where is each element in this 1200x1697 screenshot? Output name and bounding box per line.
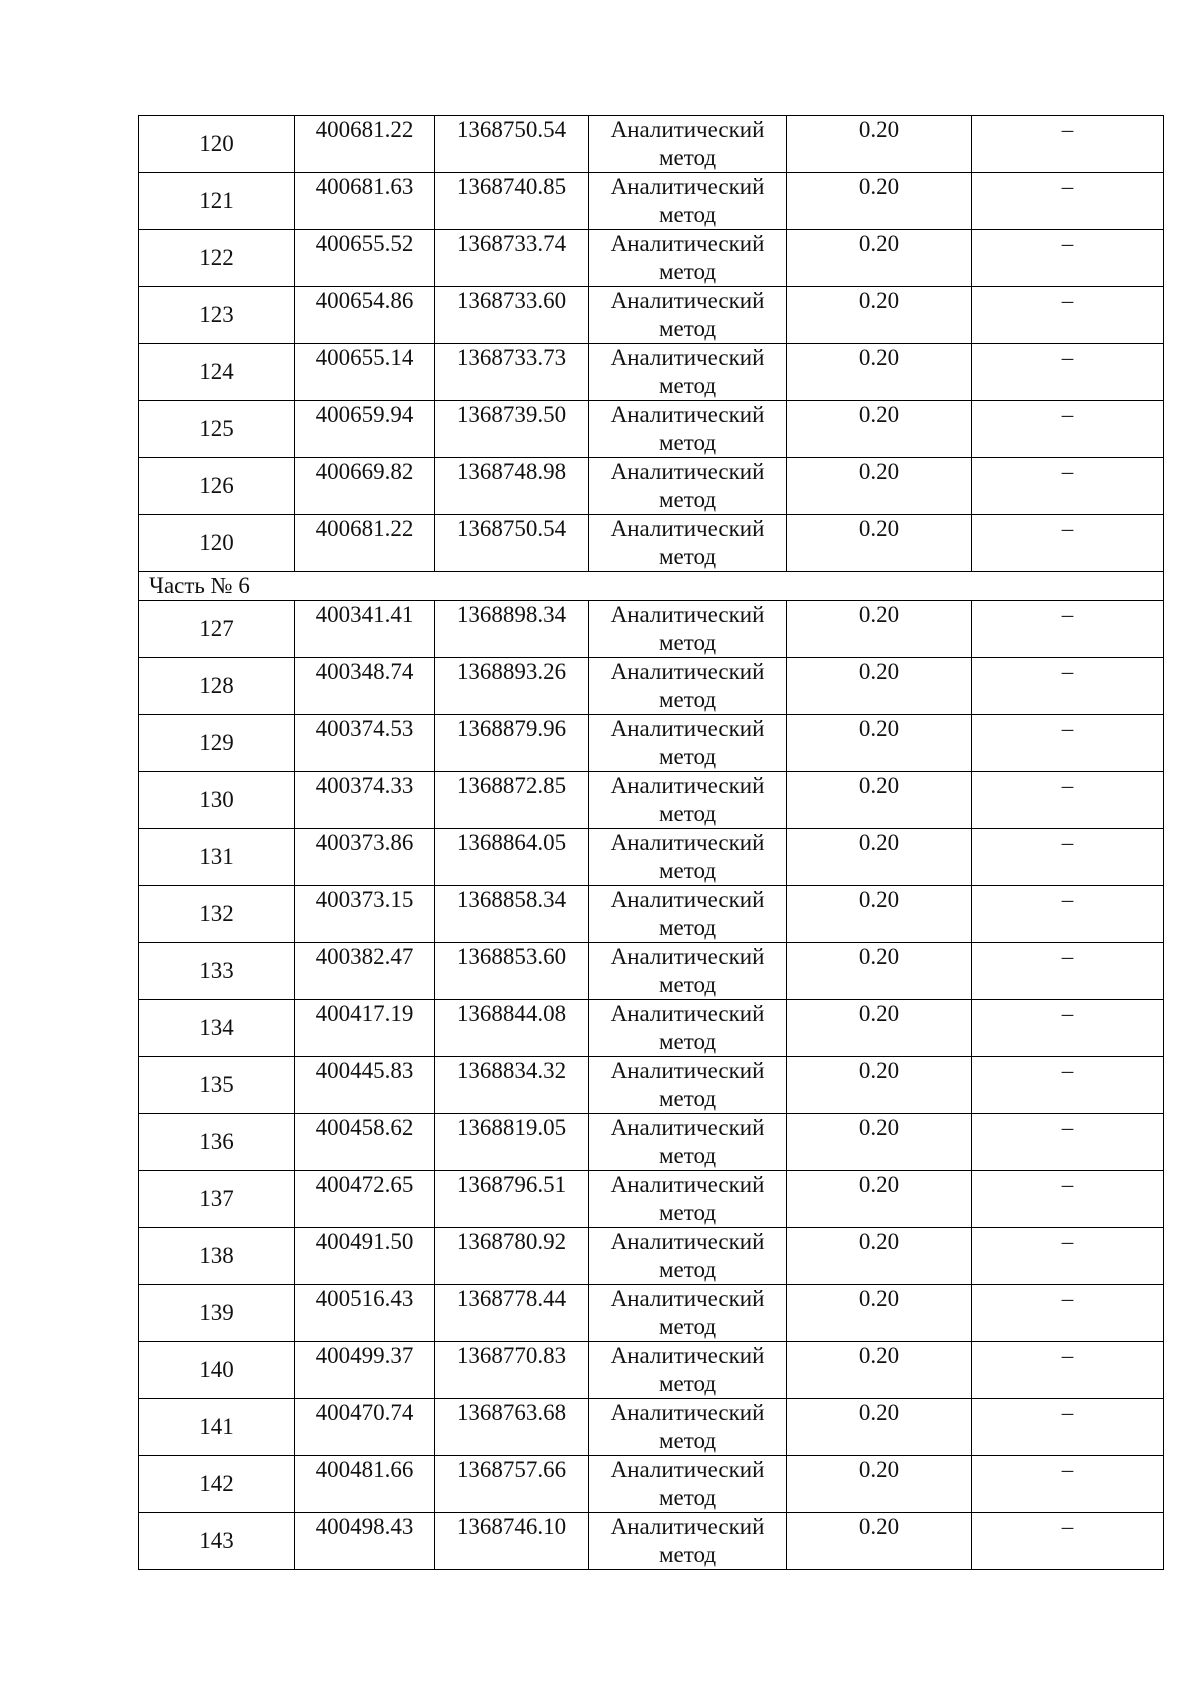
point-number-cell: 136 (139, 1114, 295, 1171)
coordinate-x-cell: 400659.94 (295, 401, 435, 458)
coordinate-x-cell: 400348.74 (295, 658, 435, 715)
table-row (139, 772, 1164, 829)
method-cell: Аналитический метод (589, 772, 787, 829)
point-number-cell: 140 (139, 1342, 295, 1399)
coordinate-y-cell: 1368778.44 (435, 1285, 589, 1342)
table-row (139, 1513, 1164, 1570)
coordinate-x-cell: 400491.50 (295, 1228, 435, 1285)
point-number-cell: 127 (139, 601, 295, 658)
method-cell: Аналитический метод (589, 401, 787, 458)
coordinates-table-body (139, 116, 1164, 1570)
accuracy-cell: 0.20 (787, 601, 972, 658)
method-cell: Аналитический метод (589, 829, 787, 886)
coordinate-y-cell: 1368750.54 (435, 116, 589, 173)
table-row (139, 715, 1164, 772)
point-number-cell: 138 (139, 1228, 295, 1285)
note-cell: – (972, 1399, 1164, 1456)
coordinate-y-cell: 1368746.10 (435, 1513, 589, 1570)
point-number-cell: 124 (139, 344, 295, 401)
note-cell: – (972, 829, 1164, 886)
table-row (139, 344, 1164, 401)
coordinate-y-cell: 1368853.60 (435, 943, 589, 1000)
accuracy-cell: 0.20 (787, 1513, 972, 1570)
accuracy-cell: 0.20 (787, 1000, 972, 1057)
accuracy-cell: 0.20 (787, 943, 972, 1000)
note-cell: – (972, 1513, 1164, 1570)
table-row (139, 1456, 1164, 1513)
coordinate-y-cell: 1368834.32 (435, 1057, 589, 1114)
method-cell: Аналитический метод (589, 1513, 787, 1570)
table-row (139, 1000, 1164, 1057)
point-number-cell: 130 (139, 772, 295, 829)
coordinate-x-cell: 400681.22 (295, 116, 435, 173)
point-number-cell: 121 (139, 173, 295, 230)
table-row (139, 230, 1164, 287)
coordinate-x-cell: 400373.15 (295, 886, 435, 943)
coordinate-x-cell: 400472.65 (295, 1171, 435, 1228)
point-number-cell: 129 (139, 715, 295, 772)
note-cell: – (972, 1114, 1164, 1171)
coordinate-x-cell: 400374.53 (295, 715, 435, 772)
point-number-cell: 125 (139, 401, 295, 458)
note-cell: – (972, 943, 1164, 1000)
point-number-cell: 132 (139, 886, 295, 943)
method-cell: Аналитический метод (589, 230, 787, 287)
coordinate-x-cell: 400669.82 (295, 458, 435, 515)
table-row (139, 1171, 1164, 1228)
method-cell: Аналитический метод (589, 601, 787, 658)
coordinate-x-cell: 400445.83 (295, 1057, 435, 1114)
method-cell: Аналитический метод (589, 1285, 787, 1342)
part-header-row (139, 572, 1164, 601)
coordinate-x-cell: 400681.63 (295, 173, 435, 230)
method-cell: Аналитический метод (589, 515, 787, 572)
method-cell: Аналитический метод (589, 116, 787, 173)
coordinate-x-cell: 400382.47 (295, 943, 435, 1000)
method-cell: Аналитический метод (589, 458, 787, 515)
note-cell: – (972, 116, 1164, 173)
point-number-cell: 143 (139, 1513, 295, 1570)
note-cell: – (972, 1342, 1164, 1399)
note-cell: – (972, 287, 1164, 344)
table-row (139, 515, 1164, 572)
coordinate-y-cell: 1368750.54 (435, 515, 589, 572)
method-cell: Аналитический метод (589, 1171, 787, 1228)
method-cell: Аналитический метод (589, 1114, 787, 1171)
method-cell: Аналитический метод (589, 1228, 787, 1285)
coordinate-x-cell: 400516.43 (295, 1285, 435, 1342)
table-row (139, 886, 1164, 943)
method-cell: Аналитический метод (589, 943, 787, 1000)
point-number-cell: 122 (139, 230, 295, 287)
coordinate-y-cell: 1368872.85 (435, 772, 589, 829)
note-cell: – (972, 601, 1164, 658)
accuracy-cell: 0.20 (787, 1399, 972, 1456)
table-row (139, 1114, 1164, 1171)
coordinate-x-cell: 400498.43 (295, 1513, 435, 1570)
point-number-cell: 137 (139, 1171, 295, 1228)
coordinate-y-cell: 1368733.74 (435, 230, 589, 287)
point-number-cell: 131 (139, 829, 295, 886)
coordinate-x-cell: 400655.52 (295, 230, 435, 287)
point-number-cell: 123 (139, 287, 295, 344)
method-cell: Аналитический метод (589, 1456, 787, 1513)
note-cell: – (972, 658, 1164, 715)
point-number-cell: 135 (139, 1057, 295, 1114)
accuracy-cell: 0.20 (787, 173, 972, 230)
coordinates-table (138, 115, 1164, 1570)
coordinate-y-cell: 1368748.98 (435, 458, 589, 515)
table-row (139, 1057, 1164, 1114)
coordinate-y-cell: 1368733.73 (435, 344, 589, 401)
method-cell: Аналитический метод (589, 1000, 787, 1057)
accuracy-cell: 0.20 (787, 1285, 972, 1342)
note-cell: – (972, 515, 1164, 572)
accuracy-cell: 0.20 (787, 458, 972, 515)
note-cell: – (972, 344, 1164, 401)
coordinate-x-cell: 400681.22 (295, 515, 435, 572)
accuracy-cell: 0.20 (787, 230, 972, 287)
method-cell: Аналитический метод (589, 1057, 787, 1114)
note-cell: – (972, 886, 1164, 943)
coordinate-y-cell: 1368858.34 (435, 886, 589, 943)
method-cell: Аналитический метод (589, 658, 787, 715)
point-number-cell: 120 (139, 116, 295, 173)
accuracy-cell: 0.20 (787, 1114, 972, 1171)
point-number-cell: 139 (139, 1285, 295, 1342)
point-number-cell: 141 (139, 1399, 295, 1456)
coordinate-x-cell: 400499.37 (295, 1342, 435, 1399)
coordinate-y-cell: 1368770.83 (435, 1342, 589, 1399)
point-number-cell: 126 (139, 458, 295, 515)
note-cell: – (972, 458, 1164, 515)
coordinate-x-cell: 400481.66 (295, 1456, 435, 1513)
coordinate-y-cell: 1368780.92 (435, 1228, 589, 1285)
table-row (139, 458, 1164, 515)
accuracy-cell: 0.20 (787, 344, 972, 401)
coordinate-x-cell: 400655.14 (295, 344, 435, 401)
accuracy-cell: 0.20 (787, 401, 972, 458)
note-cell: – (972, 230, 1164, 287)
table-row (139, 1399, 1164, 1456)
accuracy-cell: 0.20 (787, 515, 972, 572)
coordinate-x-cell: 400373.86 (295, 829, 435, 886)
method-cell: Аналитический метод (589, 886, 787, 943)
coordinate-x-cell: 400417.19 (295, 1000, 435, 1057)
coordinate-x-cell: 400458.62 (295, 1114, 435, 1171)
coordinate-y-cell: 1368796.51 (435, 1171, 589, 1228)
method-cell: Аналитический метод (589, 287, 787, 344)
method-cell: Аналитический метод (589, 173, 787, 230)
point-number-cell: 134 (139, 1000, 295, 1057)
part-label: Часть № 6 (139, 572, 1164, 601)
accuracy-cell: 0.20 (787, 886, 972, 943)
point-number-cell: 133 (139, 943, 295, 1000)
table-row (139, 1285, 1164, 1342)
point-number-cell: 120 (139, 515, 295, 572)
accuracy-cell: 0.20 (787, 715, 972, 772)
table-row (139, 658, 1164, 715)
coordinate-y-cell: 1368893.26 (435, 658, 589, 715)
table-row (139, 173, 1164, 230)
coordinate-y-cell: 1368879.96 (435, 715, 589, 772)
note-cell: – (972, 1456, 1164, 1513)
accuracy-cell: 0.20 (787, 1228, 972, 1285)
table-row (139, 829, 1164, 886)
note-cell: – (972, 1000, 1164, 1057)
table-row (139, 601, 1164, 658)
method-cell: Аналитический метод (589, 1399, 787, 1456)
coordinate-y-cell: 1368757.66 (435, 1456, 589, 1513)
accuracy-cell: 0.20 (787, 1171, 972, 1228)
method-cell: Аналитический метод (589, 715, 787, 772)
accuracy-cell: 0.20 (787, 287, 972, 344)
accuracy-cell: 0.20 (787, 1456, 972, 1513)
coordinate-y-cell: 1368763.68 (435, 1399, 589, 1456)
table-row (139, 1228, 1164, 1285)
note-cell: – (972, 1285, 1164, 1342)
coordinate-y-cell: 1368740.85 (435, 173, 589, 230)
table-row (139, 401, 1164, 458)
note-cell: – (972, 715, 1164, 772)
table-row (139, 1342, 1164, 1399)
note-cell: – (972, 173, 1164, 230)
coordinate-x-cell: 400374.33 (295, 772, 435, 829)
coordinate-y-cell: 1368898.34 (435, 601, 589, 658)
accuracy-cell: 0.20 (787, 658, 972, 715)
method-cell: Аналитический метод (589, 344, 787, 401)
note-cell: – (972, 401, 1164, 458)
accuracy-cell: 0.20 (787, 116, 972, 173)
coordinate-y-cell: 1368864.05 (435, 829, 589, 886)
method-cell: Аналитический метод (589, 1342, 787, 1399)
accuracy-cell: 0.20 (787, 1342, 972, 1399)
table-row (139, 287, 1164, 344)
coordinate-y-cell: 1368844.08 (435, 1000, 589, 1057)
coordinate-y-cell: 1368733.60 (435, 287, 589, 344)
point-number-cell: 142 (139, 1456, 295, 1513)
coordinate-x-cell: 400341.41 (295, 601, 435, 658)
coordinate-y-cell: 1368819.05 (435, 1114, 589, 1171)
coordinate-x-cell: 400654.86 (295, 287, 435, 344)
accuracy-cell: 0.20 (787, 1057, 972, 1114)
accuracy-cell: 0.20 (787, 829, 972, 886)
note-cell: – (972, 1057, 1164, 1114)
table-row (139, 943, 1164, 1000)
note-cell: – (972, 772, 1164, 829)
note-cell: – (972, 1171, 1164, 1228)
accuracy-cell: 0.20 (787, 772, 972, 829)
point-number-cell: 128 (139, 658, 295, 715)
coordinate-x-cell: 400470.74 (295, 1399, 435, 1456)
coordinate-y-cell: 1368739.50 (435, 401, 589, 458)
table-row (139, 116, 1164, 173)
note-cell: – (972, 1228, 1164, 1285)
